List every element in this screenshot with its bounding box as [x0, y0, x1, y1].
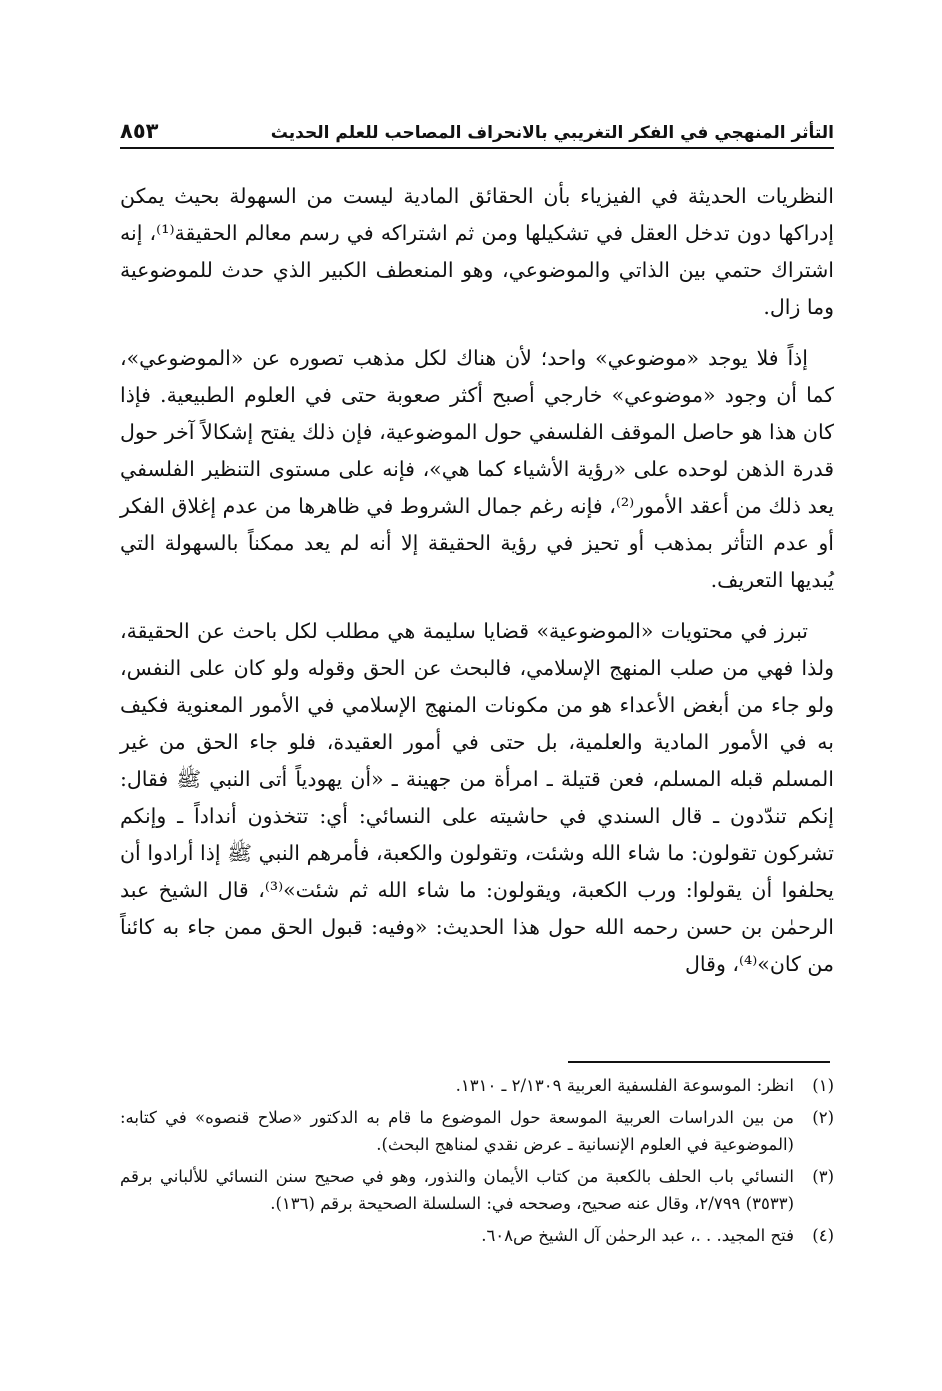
footnote-number: (٤): [812, 1226, 834, 1245]
footnote-text: فتح المجيد. . .، عبد الرحمٰن آل الشيخ ص٦٠٨.: [481, 1226, 794, 1245]
running-header: [120, 103, 834, 143]
footnote-rule: [568, 1061, 830, 1063]
page-number: ٨٥٣: [120, 119, 159, 143]
footnote: [120, 1163, 834, 1217]
paragraph-text: تبرز في محتويات «الموضوعية» قضايا سليمة هي مطلب لكل باحث عن الحقيقة، ولذا فهي من صلب المنهج الإسلامي، فالبحث عن الحق وقوله ولو كان على النفس، ولو جاء من أبغض الأعداء هو من مكونات المنهج الإسلامي في الأمور المعنوية فكيف به في الأمور المادية والعلمية، بل حتى في أمور العقيدة، فلو جاء الحق من غير المسلم قبله المسلم، فعن قتيلة ـ امرأة من جهينة ـ «أن يهودياً أتى النبي ﷺ فقال: إنكم تندّدون ـ قال السندي في حاشيته على النسائي: أي: تتخذون أنداداً ـ وإنكم تشركون تقولون: ما شاء الله وشئت، وتقولون والكعبة، فأمرهم النبي ﷺ إذا أرادوا أن يحلفوا أن يقولوا: ورب الكعبة، ويقولون: ما شاء الله ثم شئت»⁽³⁾، قال الشيخ عبد الرحمٰن بن حسن رحمه الله حول هذا الحديث: «وفيه: قبول الحق ممن جاء به كائناً من كان»⁽⁴⁾، وقال: [120, 619, 835, 976]
header-rule: [120, 147, 834, 149]
footnote-number: (٢): [812, 1108, 834, 1127]
footnote-text: من بين الدراسات العربية الموسعة حول الموضوع ما قام به الدكتور «صلاح قنصوه» في كتابه: (الموضوعية في العلوم الإنسانية ـ عرض نقدي لمناهج البحث).: [120, 1108, 794, 1154]
footnote-number: (١): [812, 1076, 834, 1095]
paragraph: [120, 340, 834, 599]
footnote: [120, 1222, 834, 1249]
footnotes: [120, 1072, 834, 1254]
footnote: [120, 1104, 834, 1158]
running-title: التأثر المنهجي في الفكر التغريبي بالانحراف المصاحب للعلم الحديث: [270, 123, 834, 143]
footnote-text: انظر: الموسوعة الفلسفية العربية ٢/١٣٠٩ ـ ١٣١٠.: [455, 1076, 794, 1095]
paragraph: [120, 178, 834, 326]
footnote-text: النسائي باب الحلف بالكعبة من كتاب الأيمان والنذور، وهو في صحيح سنن النسائي للألباني برقم (٣٥٣٣) ٢/٧٩٩، وقال عنه صحيح، وصححه في: السلسلة الصحيحة برقم (١٣٦).: [120, 1167, 794, 1213]
paragraph-text: إذاً فلا يوجد «موضوعي» واحد؛ لأن هناك لكل مذهب تصوره عن «الموضوعي»، كما أن وجود «موضوعي» خارجي أصبح أكثر صعوبة حتى في العلوم الطبيعية. فإذا كان هذا هو حاصل الموقف الفلسفي حول الموضوعية، فإن ذلك يفتح إشكالاً آخر حول قدرة الذهن لوحده على «رؤية الأشياء كما هي»، فإنه على مستوى التنظير الفلسفي يعد ذلك من أعقد الأمور⁽²⁾، فإنه رغم جمال الشروط في ظاهرها من عدم إغلاق الفكر أو عدم التأثر بمذهب أو تحيز في رؤية الحقيقة إلا أنه لم يعد ممكناً بالسهولة التي يُبديها التعريف.: [120, 346, 834, 592]
paragraph-text: النظريات الحديثة في الفيزياء بأن الحقائق المادية ليست من السهولة بحيث يمكن إدراكها دون تدخل العقل في تشكيلها ومن ثم اشتراكه في رسم معالم الحقيقة⁽¹⁾، إنه اشتراك حتمي بين الذاتي والموضوعي، وهو المنعطف الكبير الذي حدث للموضوعية وما زال.: [120, 184, 834, 319]
footnote: [120, 1072, 834, 1099]
paragraph: [120, 613, 834, 983]
body-text: [120, 178, 834, 997]
footnote-number: (٣): [812, 1167, 834, 1186]
